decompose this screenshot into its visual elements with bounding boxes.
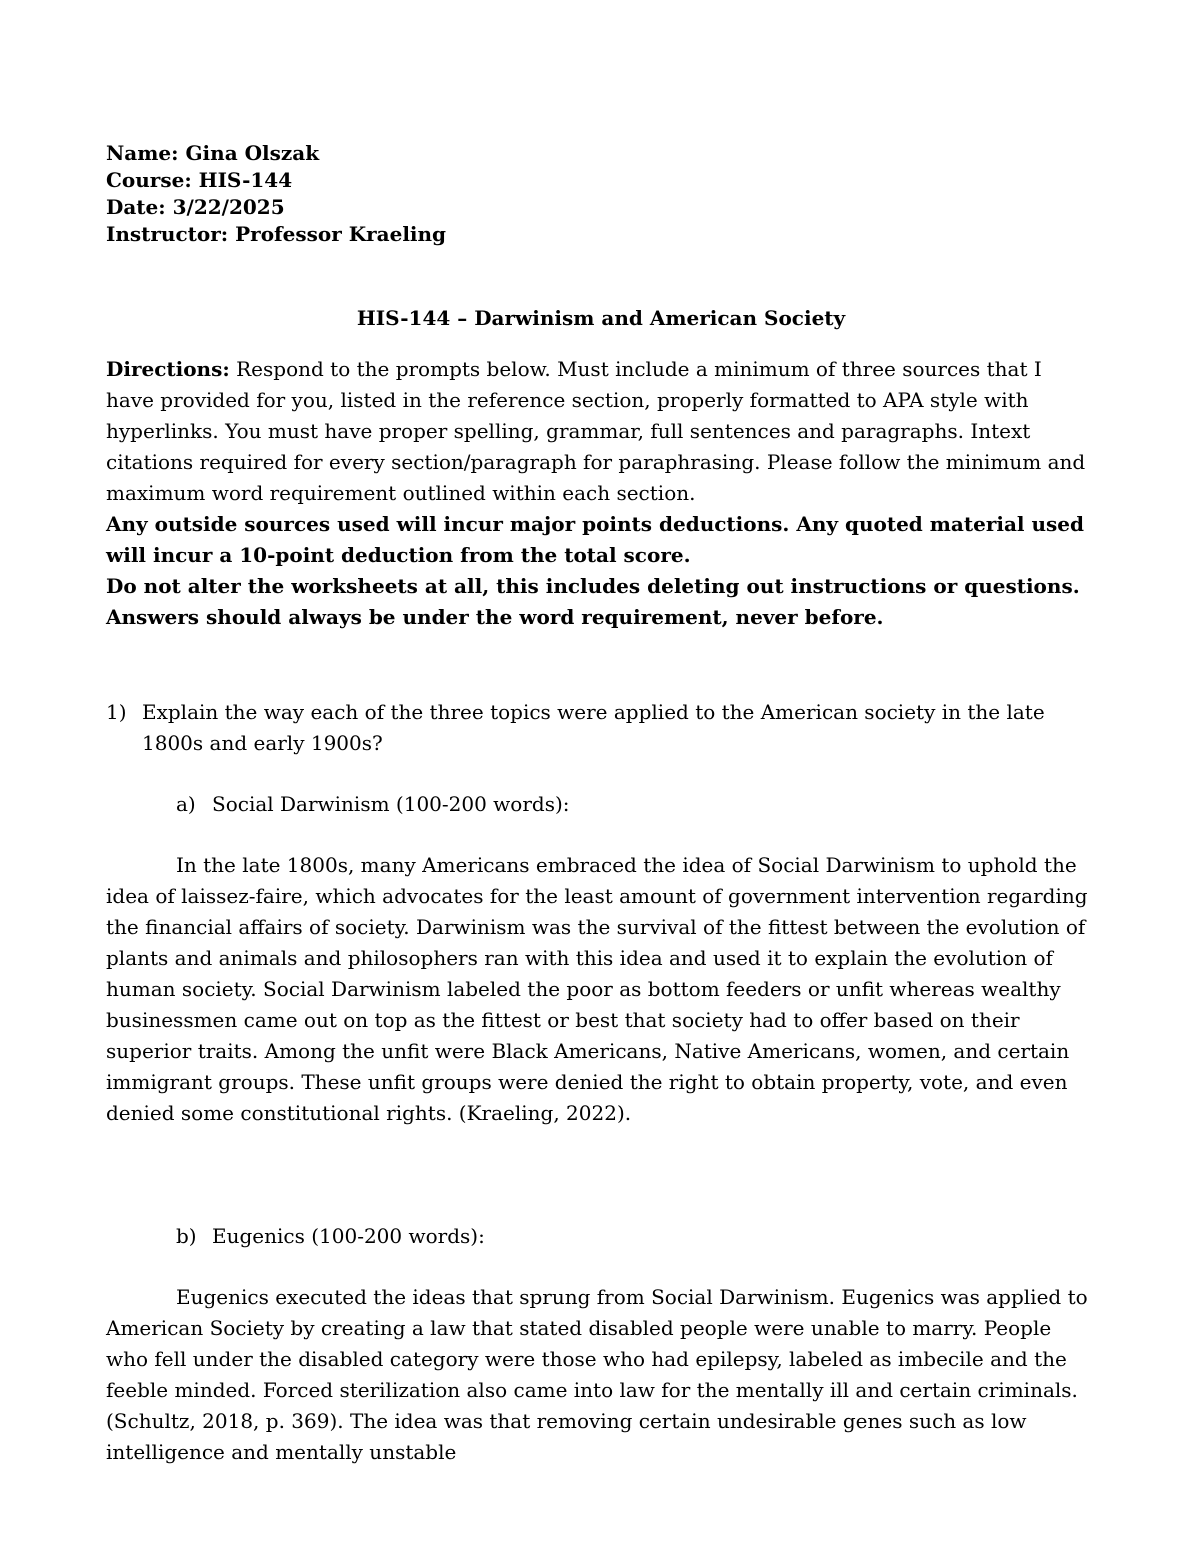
document-page xyxy=(106,140,1096,1468)
subquestion-prompt: Eugenics (100-200 words): xyxy=(212,1224,485,1248)
warning-do-not-alter: Do not alter the worksheets at all, this includes deleting out instructions or questions. Answers should always be under the word requirement, never before. xyxy=(106,574,1080,629)
course-line: Course: HIS-144 xyxy=(106,168,293,192)
instructor-line: Instructor: Professor Kraeling xyxy=(106,222,447,246)
section-spacer xyxy=(106,1129,1096,1191)
question-number: 1) xyxy=(106,700,127,724)
subquestion-prompt: Social Darwinism (100-200 words): xyxy=(212,792,570,816)
question-1 xyxy=(106,697,1096,759)
question-text: Explain the way each of the three topics were applied to the American society in the late 1800s and early 1900s? xyxy=(142,700,1045,755)
directions-label: Directions: xyxy=(106,357,230,381)
answer-eugenics: Eugenics executed the ideas that sprung from Social Darwinism. Eugenics was applied to American Society by creating a law that stated disabled people were unable to marry. People who fell under the disabled category were those who had epilepsy, labeled as imbecile and the feeble minded. Forced sterilization also came into law for the mentally ill and certain criminals. (Schultz, 2018, p. 369). The idea was that removing certain undesirable genes such as low intelligence and mentally unstable xyxy=(106,1285,1088,1464)
directions-paragraph xyxy=(106,354,1096,509)
subquestion-label: a) xyxy=(176,792,196,816)
warning-outside-sources: Any outside sources used will incur major points deductions. Any quoted material used will incur a 10-point deduction from the total score. xyxy=(106,512,1084,567)
directions-text: Respond to the prompts below. Must include a minimum of three sources that I have provided for you, listed in the reference section, properly formatted to APA style with hyperlinks. You must have proper spelling, grammar, full sentences and paragraphs. Intext citations required for every section/paragraph for paraphrasing. Please follow the minimum and maximum word requirement outlined within each section. xyxy=(106,357,1086,505)
header-block xyxy=(106,140,1096,248)
answer-social-darwinism: In the late 1800s, many Americans embraced the idea of Social Darwinism to uphold the idea of laissez-faire, which advocates for the least amount of government intervention regarding the financial affairs of society. Darwinism was the survival of the fittest between the evolution of plants and animals and philosophers ran with this idea and used it to explain the evolution of human society. Social Darwinism labeled the poor as bottom feeders or unfit whereas wealthy businessmen came out on top as the fittest or best that society had to offer based on their superior traits. Among the unfit were Black Americans, Native Americans, women, and certain immigrant groups. These unfit groups were denied the right to obtain property, vote, and even denied some constitutional rights. (Kraeling, 2022). xyxy=(106,853,1088,1125)
subquestion-label: b) xyxy=(176,1224,197,1248)
date-line: Date: 3/22/2025 xyxy=(106,195,285,219)
document-title: HIS-144 – Darwinism and American Society xyxy=(356,306,846,330)
subquestion-a xyxy=(176,789,1096,820)
subquestion-b xyxy=(176,1221,1096,1252)
student-name: Name: Gina Olszak xyxy=(106,141,320,165)
